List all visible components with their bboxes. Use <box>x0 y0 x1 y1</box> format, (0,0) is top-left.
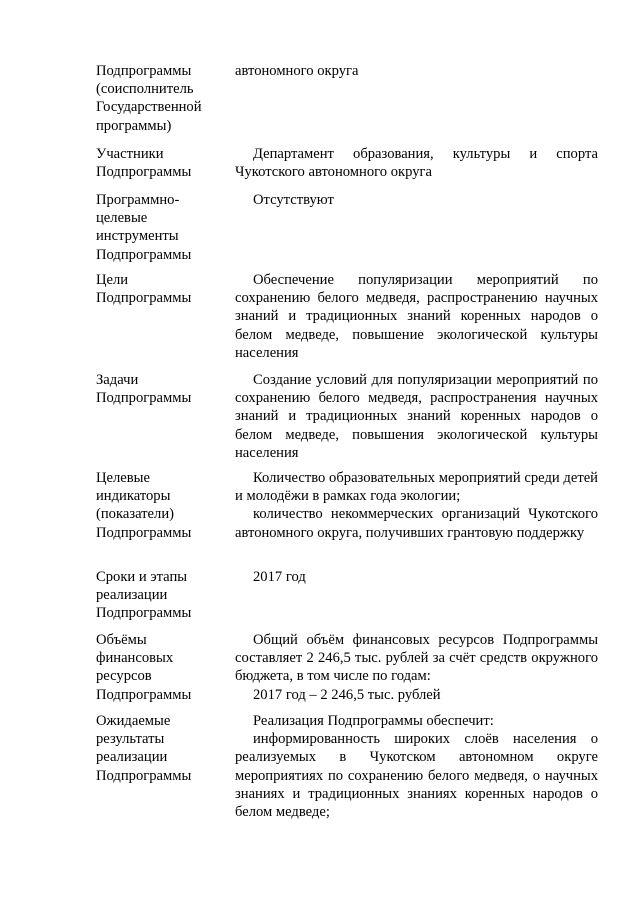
label-line: Целевые <box>96 470 150 486</box>
label-line: Цели <box>96 272 129 288</box>
label-line: Подпрограммы <box>96 605 192 622</box>
value-text: 2017 год – 2 246,5 тыс. рублей <box>253 686 441 703</box>
label-line: Подпрограммы <box>96 390 192 407</box>
label-line: Государственной <box>96 99 202 116</box>
value-text: Создание условий для популяризации мероприятий по сохранению белого медведя, распространения научных знаний и традиционных знаний коренных народов о белом медведе, повышения экологической культуры населения <box>235 372 598 461</box>
label-line: программы) <box>96 117 172 134</box>
label-line: Сроки и этапы <box>96 569 188 585</box>
row-value <box>235 191 598 209</box>
label-line: Ожидаемые <box>96 713 171 729</box>
row-label <box>96 371 221 407</box>
row-label <box>96 145 221 181</box>
label-line: Подпрограммы <box>96 246 192 263</box>
row-label <box>96 568 221 623</box>
value-text: Отсутствуют <box>253 192 334 208</box>
row-value <box>235 712 598 821</box>
label-line: Подпрограммы <box>96 524 192 541</box>
label-line: Программно- <box>96 192 180 208</box>
label-line: Подпрограммы <box>96 686 192 703</box>
value-text: Реализация Подпрограммы обеспечит: <box>253 713 494 729</box>
row-label <box>96 712 221 785</box>
label-line: финансовых <box>96 650 174 667</box>
label-line: реализации <box>96 749 168 766</box>
label-line: Подпрограммы <box>96 164 192 181</box>
label-line: результаты <box>96 731 165 748</box>
row-value <box>235 469 598 542</box>
label-line: Подпрограммы <box>96 63 192 79</box>
value-text: Департамент образования, культуры и спорта <box>253 146 598 162</box>
label-line: реализации <box>96 587 168 604</box>
label-line: (показатели) <box>96 506 174 523</box>
value-text: Общий объём финансовых ресурсов Подпрограммы составляет 2 246,5 тыс. рублей за счёт средств окружного бюджета, в том числе по годам: <box>235 632 598 685</box>
row-value <box>235 145 598 181</box>
row-value <box>235 371 598 462</box>
row-value <box>235 568 598 586</box>
value-text: количество некоммерческих организаций Чукотского автономного округа, получивших грантовую поддержку <box>235 506 598 541</box>
label-line: индикаторы <box>96 488 171 505</box>
row-value <box>235 631 598 704</box>
value-text: 2017 год <box>253 569 306 585</box>
row-value <box>235 62 598 80</box>
row-label <box>96 469 221 542</box>
label-line: ресурсов <box>96 668 152 685</box>
label-line: целевые <box>96 210 148 227</box>
value-text: информированность широких слоёв населения о реализуемых в Чукотском автономном округе мероприятиях по сохранению белого медведя, о научных знаниях и традиционных знаниях коренных народов о белом медведе; <box>235 731 598 821</box>
label-line: Подпрограммы <box>96 767 192 784</box>
value-text: Чукотского автономного округа <box>235 164 432 181</box>
row-label <box>96 271 221 307</box>
label-line: Участники <box>96 146 164 162</box>
row-label <box>96 631 221 704</box>
label-line: Подпрограммы <box>96 290 192 307</box>
value-text: Обеспечение популяризации мероприятий по сохранению белого медведя, распространению научных знаний и традиционных знаний коренных народов о белом медведе, повышение экологической культуры населения <box>235 272 598 361</box>
label-line: инструменты <box>96 228 179 245</box>
label-line: Задачи <box>96 372 139 388</box>
label-line: (соисполнитель <box>96 81 194 98</box>
row-label <box>96 191 221 264</box>
row-value <box>235 271 598 362</box>
value-text: Количество образовательных мероприятий среди детей и молодёжи в рамках года экологии; <box>235 470 598 505</box>
row-label <box>96 62 221 135</box>
label-line: Объёмы <box>96 632 147 648</box>
value-text: автономного округа <box>235 63 359 79</box>
